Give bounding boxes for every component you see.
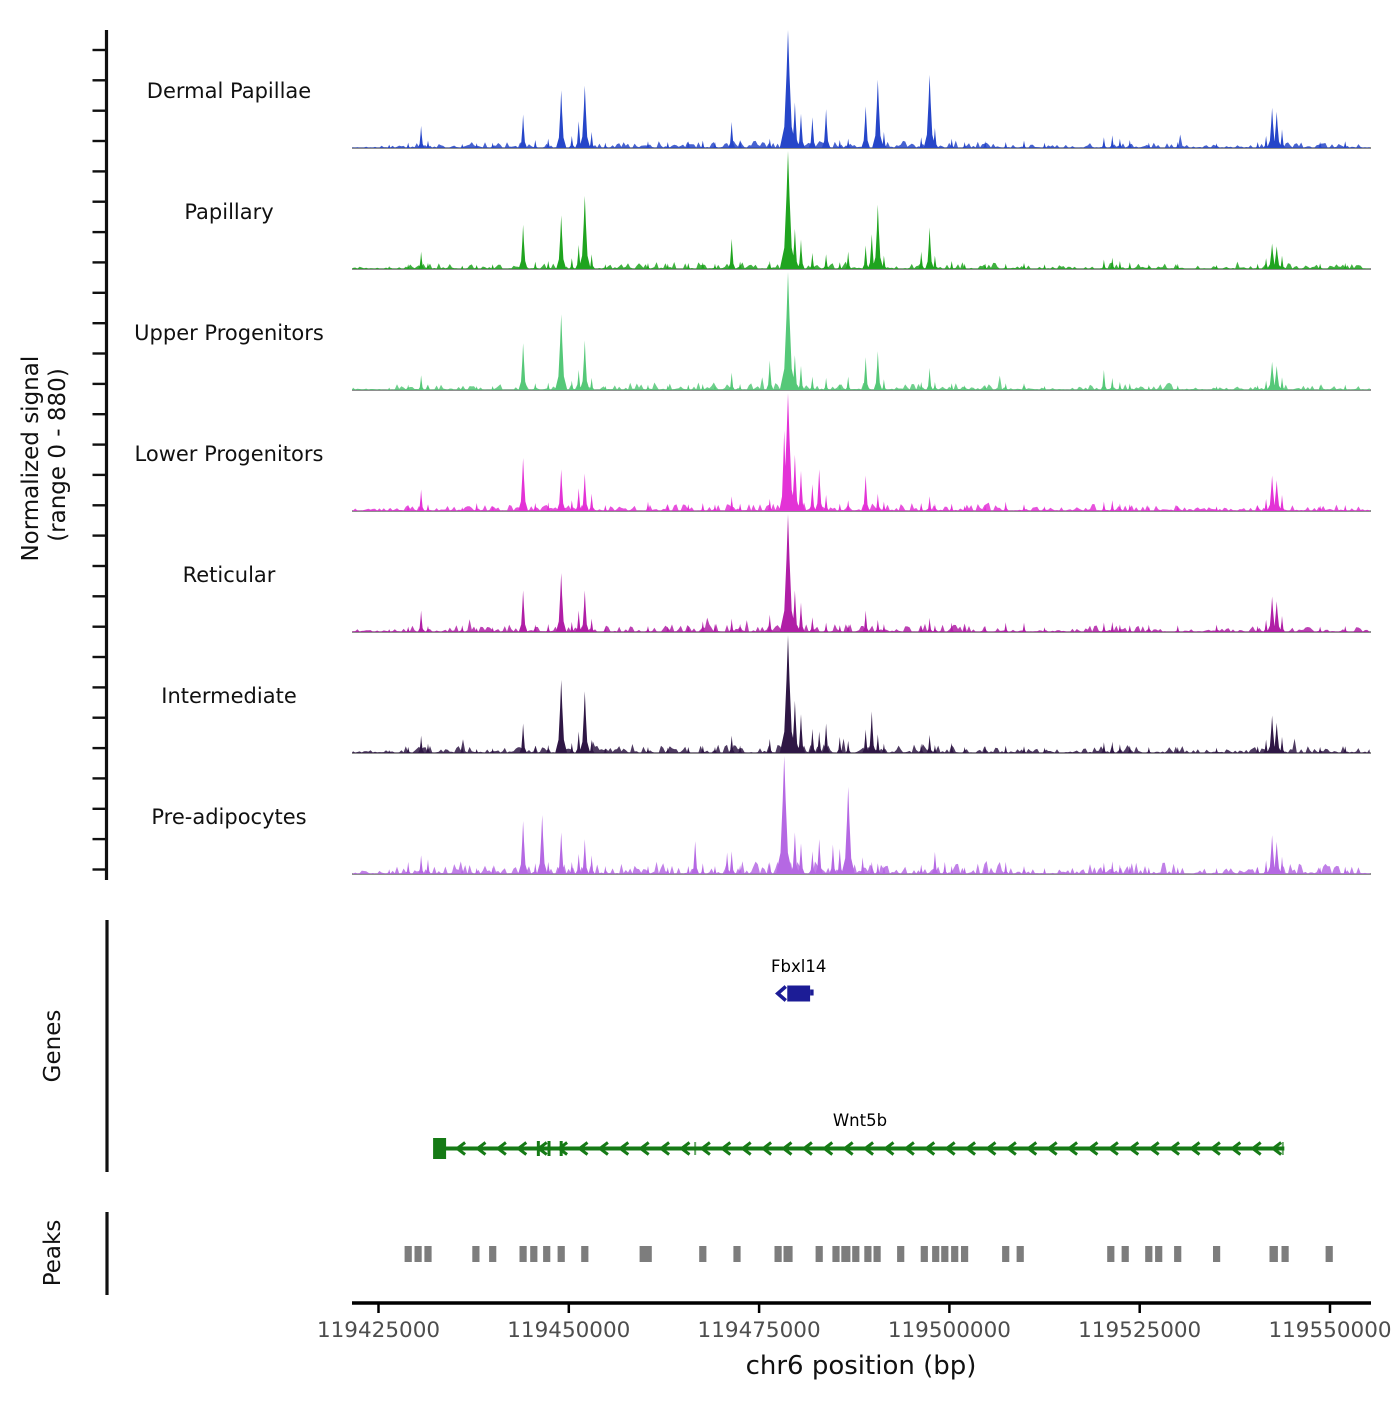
track-noise-floor [352,376,1370,390]
peak-call-box [784,1246,793,1262]
gene-start-exon-box [433,1138,446,1159]
peak-call-box [921,1246,928,1262]
signal-track-dermal-papillae [147,30,1371,148]
signal-track-lower-progenitors [135,393,1371,511]
peak-call-boxes [405,1246,1333,1262]
x-axis-ticks [317,1303,1392,1343]
gene-minor-exon-tick [1282,1142,1284,1155]
peak-call-box [874,1246,881,1262]
peak-call-box [1107,1246,1114,1262]
track-signal-peaks [387,756,1348,874]
track-label-papillary: Papillary [184,200,274,224]
peak-call-box [415,1246,422,1262]
gene-name-label: Wnt5b [832,1111,888,1130]
peak-call-box [816,1246,823,1262]
signal-track-papillary [184,151,1371,269]
peak-call-box [775,1246,782,1262]
peak-call-box [733,1246,740,1262]
gene-name-label: Fbxl14 [771,957,827,976]
track-signal-peaks [387,151,1348,269]
peak-call-box [951,1246,958,1262]
track-label-pre-adipocytes: Pre-adipocytes [151,805,307,829]
peak-call-box [520,1246,527,1262]
peak-call-box [1213,1246,1220,1262]
peak-call-box [1145,1246,1152,1262]
peak-call-box [558,1246,565,1262]
peak-call-box [832,1246,839,1262]
signal-track-pre-adipocytes [151,756,1371,874]
x-axis-tick-label: 119550000 [1268,1318,1392,1343]
peak-call-box [941,1246,948,1262]
peak-call-box [852,1246,859,1262]
peak-call-box [489,1246,496,1262]
x-axis-tick-label: 119475000 [697,1318,821,1343]
y-axis-label-line2: (range 0 - 880) [45,368,71,542]
peak-call-box [1155,1246,1162,1262]
gene-utr-notch [810,990,814,996]
signal-track-upper-progenitors [134,272,1371,390]
peak-call-box [1326,1246,1333,1262]
track-label-lower-progenitors: Lower Progenitors [134,442,324,466]
peak-call-box [424,1246,431,1262]
peak-call-box [897,1246,904,1262]
x-axis-tick-label: 119525000 [1078,1318,1202,1343]
peak-call-box [841,1246,850,1262]
y-axis-label [18,348,71,561]
x-axis-tick-label: 119500000 [887,1318,1011,1343]
peak-call-box [581,1246,588,1262]
gene-wnt5b [433,1111,1284,1159]
peak-call-box [699,1246,706,1262]
peak-call-box [543,1246,550,1262]
peak-call-box [640,1246,652,1262]
x-axis-title: chr6 position (bp) [745,1351,977,1381]
peak-call-box [472,1246,479,1262]
x-axis [317,1303,1392,1381]
gene-minor-exon-tick [694,1142,696,1155]
peak-call-box [530,1246,537,1262]
track-signal-peaks [387,635,1348,753]
track-noise-floor [352,135,1370,149]
peak-call-box [932,1246,939,1262]
peaks-section [40,1212,1333,1295]
track-label-dermal-papillae: Dermal Papillae [146,79,312,103]
genes-section [40,920,1284,1172]
track-label-reticular: Reticular [182,563,276,587]
peak-call-box [1002,1246,1009,1262]
signal-track-intermediate [161,635,1371,753]
gene-exon-box [787,986,810,1002]
peak-call-box [1270,1246,1278,1262]
peak-call-box [405,1246,412,1262]
peak-call-box [1017,1246,1024,1262]
signal-tracks [134,30,1371,874]
genes-section-label: Genes [40,1009,66,1083]
gene-exon-tick [548,1141,551,1156]
peaks-section-label: Peaks [40,1219,66,1287]
signal-track-reticular [183,514,1371,632]
gene-glyphs [433,957,1284,1159]
peak-call-box [1122,1246,1129,1262]
track-signal-peaks [387,393,1348,511]
gene-strand-arrow-icon [778,987,786,1001]
gene-exon-tick [537,1141,540,1156]
signal-y-axis [93,30,107,880]
peak-call-box [961,1246,968,1262]
y-axis-label-line1: Normalized signal [18,355,44,562]
track-label-intermediate: Intermediate [161,684,297,708]
track-label-upper-progenitors: Upper Progenitors [134,321,324,345]
peak-call-box [1174,1246,1181,1262]
x-axis-tick-label: 119450000 [507,1318,631,1343]
track-signal-peaks [387,514,1348,632]
gene-exon-tick [560,1141,563,1156]
gene-fbxl14 [771,957,826,1002]
track-signal-peaks [387,272,1348,390]
track-signal-peaks [387,30,1348,148]
peak-call-box [864,1246,871,1262]
peak-call-box [1282,1246,1289,1262]
x-axis-tick-label: 119425000 [316,1318,441,1343]
